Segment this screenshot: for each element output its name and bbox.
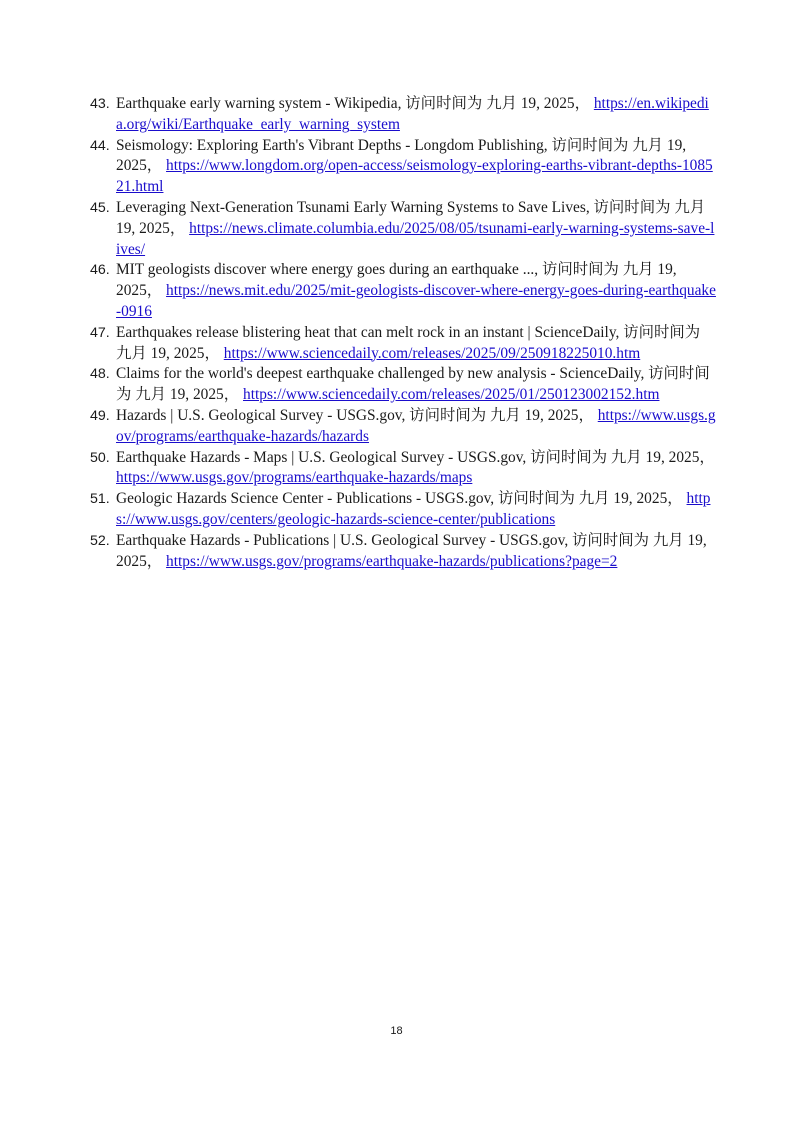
reference-text: Earthquake Hazards - Publications | U.S. Geological Survey - USGS.gov, 访问时间为 九月 19, 2025， xyxy=(116,531,707,570)
reference-item-48 xyxy=(90,364,718,406)
reference-link[interactable]: https://www.sciencedaily.com/releases/2025/09/250918225010.htm xyxy=(223,344,641,362)
reference-link[interactable]: https://www.usgs.gov/programs/earthquake-hazards/maps xyxy=(116,469,473,487)
reference-item-47 xyxy=(90,323,718,365)
reference-number: 47. xyxy=(90,324,110,341)
reference-link[interactable]: https://news.climate.columbia.edu/2025/08/05/tsunami-early-warning-systems-save-lives/ xyxy=(116,219,715,258)
reference-link[interactable]: https://en.wikipedia.org/wiki/Earthquake_early_warning_system xyxy=(116,95,709,133)
reference-link[interactable]: https://www.usgs.gov/programs/earthquake-hazards/hazards xyxy=(116,406,716,445)
reference-text: Hazards | U.S. Geological Survey - USGS.gov, 访问时间为 九月 19, 2025， xyxy=(116,406,594,424)
reference-list xyxy=(90,94,718,572)
reference-item-43 xyxy=(90,94,718,136)
reference-link[interactable]: https://www.usgs.gov/programs/earthquake-hazards/publications?page=2 xyxy=(166,552,618,570)
reference-number: 49. xyxy=(90,407,110,424)
reference-text: Seismology: Exploring Earth's Vibrant Depths - Longdom Publishing, 访问时间为 九月 19, 2025， xyxy=(116,136,687,175)
reference-item-50 xyxy=(90,448,718,490)
reference-item-46 xyxy=(90,260,718,322)
reference-text: Earthquake early warning system - Wikipedia, 访问时间为 九月 19, 2025， xyxy=(116,95,590,112)
reference-link[interactable]: https://www.usgs.gov/centers/geologic-hazards-science-center/publications xyxy=(116,490,711,528)
reference-number: 48. xyxy=(90,366,110,383)
reference-number: 43. xyxy=(90,96,110,112)
reference-item-52 xyxy=(90,531,718,573)
reference-text: Geologic Hazards Science Center - Publications - USGS.gov, 访问时间为 九月 19, 2025， xyxy=(116,490,683,508)
reference-number: 44. xyxy=(90,137,110,154)
reference-link[interactable]: https://www.sciencedaily.com/releases/2025/01/250123002152.htm xyxy=(243,386,660,404)
reference-number: 46. xyxy=(90,262,110,279)
reference-text: Earthquakes release blistering heat that can melt rock in an instant | ScienceDaily, 访问时间为 九月 19, 2025， xyxy=(116,323,701,362)
reference-number: 52. xyxy=(90,532,110,549)
reference-text: MIT geologists discover where energy goes during an earthquake ..., 访问时间为 九月 19, 2025， xyxy=(116,261,677,300)
reference-item-45 xyxy=(90,198,718,260)
reference-item-49 xyxy=(90,406,718,448)
reference-text: Claims for the world's deepest earthquake challenged by new analysis - ScienceDaily, 访问时间为 九月 19, 2025， xyxy=(116,365,710,404)
reference-link[interactable]: https://news.mit.edu/2025/mit-geologists-discover-where-energy-goes-during-earthquake-0916 xyxy=(116,282,716,320)
reference-text: Leveraging Next-Generation Tsunami Early Warning Systems to Save Lives, 访问时间为 九月 19, 2025， xyxy=(116,198,706,237)
page-number: 18 xyxy=(390,1025,403,1037)
reference-item-44 xyxy=(90,136,718,198)
reference-item-51 xyxy=(90,489,718,531)
reference-number: 45. xyxy=(90,199,110,216)
reference-link[interactable]: https://www.longdom.org/open-access/seismology-exploring-earths-vibrant-depths-108521.html xyxy=(116,157,713,196)
reference-number: 50. xyxy=(90,449,110,466)
reference-number: 51. xyxy=(90,491,110,508)
reference-text: Earthquake Hazards - Maps | U.S. Geological Survey - USGS.gov, 访问时间为 九月 19, 2025， xyxy=(116,448,715,466)
